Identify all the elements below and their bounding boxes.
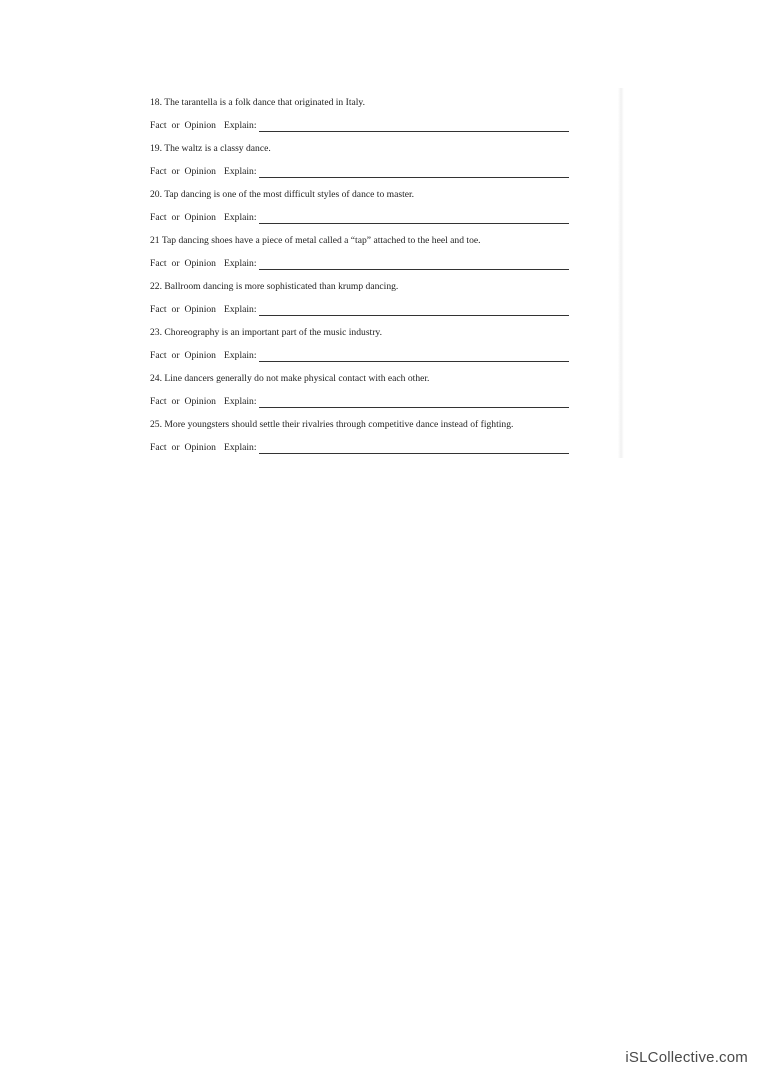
explain-label: Explain: (223, 120, 257, 131)
opinion-choice[interactable]: Opinion (184, 350, 216, 361)
question-item-25 (150, 419, 590, 454)
scan-edge-shadow (618, 88, 624, 458)
fact-choice[interactable]: Fact (150, 442, 167, 453)
explain-label: Explain: (223, 166, 257, 177)
question-item-23 (150, 327, 590, 362)
fact-opinion-worksheet (150, 97, 590, 465)
explain-blank-line[interactable] (259, 122, 569, 132)
fact-choice[interactable]: Fact (150, 258, 167, 269)
explain-label: Explain: (223, 304, 257, 315)
answer-line (150, 350, 590, 362)
answer-line (150, 396, 590, 408)
question-statement: 20. Tap dancing is one of the most difficult styles of dance to master. (150, 189, 415, 200)
explain-label: Explain: (223, 212, 257, 223)
opinion-choice[interactable]: Opinion (184, 442, 216, 453)
fact-choice[interactable]: Fact (150, 120, 167, 131)
explain-blank-line[interactable] (259, 260, 569, 270)
question-item-24 (150, 373, 590, 408)
opinion-choice[interactable]: Opinion (184, 166, 216, 177)
explain-label: Explain: (223, 396, 257, 407)
or-label: or (171, 350, 180, 361)
or-label: or (171, 396, 180, 407)
fact-choice[interactable]: Fact (150, 212, 167, 223)
or-label: or (171, 258, 180, 269)
explain-label: Explain: (223, 258, 257, 269)
question-statement: 19. The waltz is a classy dance. (150, 143, 271, 154)
explain-label: Explain: (223, 442, 257, 453)
question-item-19 (150, 143, 590, 178)
question-item-18 (150, 97, 590, 132)
explain-blank-line[interactable] (259, 168, 569, 178)
opinion-choice[interactable]: Opinion (184, 304, 216, 315)
question-statement: 23. Choreography is an important part of the music industry. (150, 327, 382, 338)
answer-line (150, 304, 590, 316)
explain-blank-line[interactable] (259, 352, 569, 362)
question-item-22 (150, 281, 590, 316)
question-item-21 (150, 235, 590, 270)
or-label: or (171, 442, 180, 453)
answer-line (150, 212, 590, 224)
question-statement: 21 Tap dancing shoes have a piece of metal called a “tap” attached to the heel and toe. (150, 235, 481, 246)
opinion-choice[interactable]: Opinion (184, 212, 216, 223)
explain-label: Explain: (223, 350, 257, 361)
fact-choice[interactable]: Fact (150, 304, 167, 315)
question-statement: 24. Line dancers generally do not make physical contact with each other. (150, 373, 430, 384)
question-statement: 18. The tarantella is a folk dance that originated in Italy. (150, 97, 365, 108)
or-label: or (171, 212, 180, 223)
fact-choice[interactable]: Fact (150, 166, 167, 177)
explain-blank-line[interactable] (259, 444, 569, 454)
question-statement: 25. More youngsters should settle their rivalries through competitive dance instead of fighting. (150, 419, 514, 430)
opinion-choice[interactable]: Opinion (184, 396, 216, 407)
answer-line (150, 442, 590, 454)
answer-line (150, 258, 590, 270)
fact-choice[interactable]: Fact (150, 350, 167, 361)
opinion-choice[interactable]: Opinion (184, 258, 216, 269)
question-statement: 22. Ballroom dancing is more sophisticated than krump dancing. (150, 281, 399, 292)
or-label: or (171, 166, 180, 177)
explain-blank-line[interactable] (259, 306, 569, 316)
answer-line (150, 120, 590, 132)
explain-blank-line[interactable] (259, 214, 569, 224)
question-item-20 (150, 189, 590, 224)
fact-choice[interactable]: Fact (150, 396, 167, 407)
opinion-choice[interactable]: Opinion (184, 120, 216, 131)
answer-line (150, 166, 590, 178)
or-label: or (171, 304, 180, 315)
or-label: or (171, 120, 180, 131)
explain-blank-line[interactable] (259, 398, 569, 408)
site-watermark: iSLCollective.com (625, 1049, 748, 1066)
